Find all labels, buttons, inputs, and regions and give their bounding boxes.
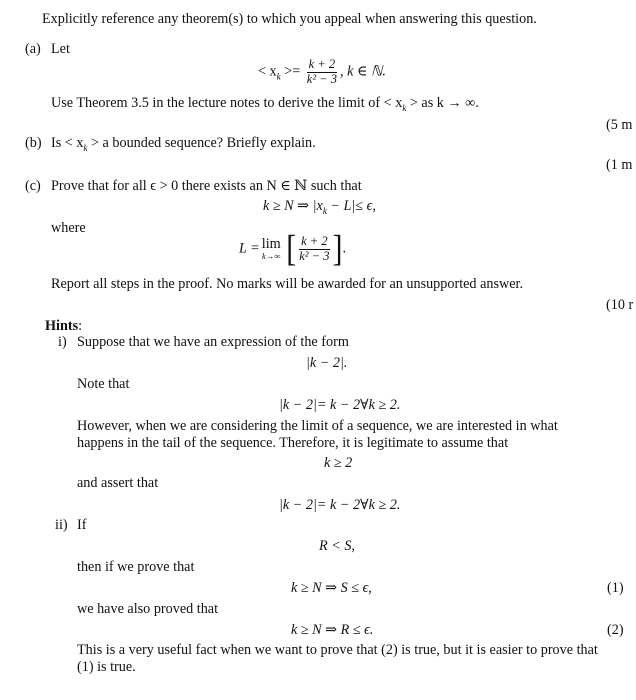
hint-however: However, when we are considering the limit of a sequence, we are interested in what happens in the tail of the sequence. Therefore, it is legitimate to assume that [77, 418, 558, 452]
hint-r-lt-s: R < S, [319, 538, 355, 554]
part-c-report: Report all steps in the proof. No marks will be awarded for an unsupported answer. [51, 276, 524, 292]
hint-ii-label: ii) [55, 517, 68, 533]
hint-then-if: then if we prove that [77, 559, 195, 575]
hint-i-expr: |k − 2|. [306, 355, 348, 371]
part-c-implication: k ≥ N ⇒ $|x_k - L|\le \epsilon$, [263, 198, 376, 216]
seq-mid: >= [280, 63, 301, 80]
part-a-label: (a) [25, 41, 41, 57]
hint-k-ge-2: k ≥ 2 [324, 455, 353, 471]
hint-also-proved: we have also proved that [77, 601, 219, 617]
hint-i-eq1: |k − 2|= k − 2∀k ≥ 2. [279, 397, 401, 413]
part-a-instruction: Use Theorem 3.5 in the lecture notes to derive the limit of < $x_k$ > as k → ∞. [51, 95, 479, 113]
hint-closing: This is a very useful fact when we want to prove that (2) is true, but it is easier to prove that (1) is true. [77, 642, 598, 676]
part-b-marks: (1 m [606, 157, 633, 173]
part-c-marks: (10 r [606, 297, 634, 313]
hint-i-label: i) [58, 334, 67, 350]
L-equals: L = [239, 240, 260, 257]
sequence-definition [258, 58, 386, 87]
equation-2-number: (2) [607, 622, 624, 638]
seq-rhs: , k ∈ ℕ. [340, 63, 386, 80]
part-c-prove: Prove that for all ϵ > 0 there exists an N ∈ ℕ such that [51, 178, 362, 194]
fraction-denominator: k² − 3 [306, 71, 337, 86]
hint-i-eq2: |k − 2|= k − 2∀k ≥ 2. [279, 497, 401, 513]
hint-if: If [77, 517, 87, 533]
part-a-marks: (5 m [606, 117, 633, 133]
hint-i-text: Suppose that we have an expression of the form [77, 334, 349, 350]
hint-note-that: Note that [77, 376, 130, 392]
seq-sub: k [276, 71, 281, 82]
hints-title: Hints: [45, 318, 83, 334]
part-b-label: (b) [25, 135, 42, 151]
part-c-label: (c) [25, 178, 41, 194]
part-b-question: $Is < x_k > a$ bounded sequence? Briefly explain. [51, 135, 316, 153]
fraction-numerator: k + 2 [308, 57, 336, 71]
limit-definition: L = lim k→∞ [ $\frac{k + 2}{\text{k² − 3}}$ ]. [239, 227, 347, 269]
part-a-let: Let [51, 41, 70, 57]
equation-1: k ≥ N ⇒ S ≤ ϵ, [291, 580, 372, 596]
part-c-where: where [51, 220, 86, 236]
hint-and-assert: and assert that [77, 475, 159, 491]
intro-text: Explicitly reference any theorem(s) to which you appeal when answering this question. [42, 11, 537, 27]
equation-1-number: (1) [607, 580, 624, 596]
sequence-fraction [305, 58, 339, 87]
limit-fraction: $\frac{k + 2}{\text{k² − 3}}$ [299, 233, 330, 263]
limit-operator: lim k→∞ [261, 236, 281, 262]
seq-lhs: < x [258, 63, 277, 80]
left-bracket: [ [286, 227, 297, 269]
equation-2: k ≥ N ⇒ R ≤ ϵ. [291, 622, 374, 638]
right-bracket: ] [332, 227, 343, 269]
